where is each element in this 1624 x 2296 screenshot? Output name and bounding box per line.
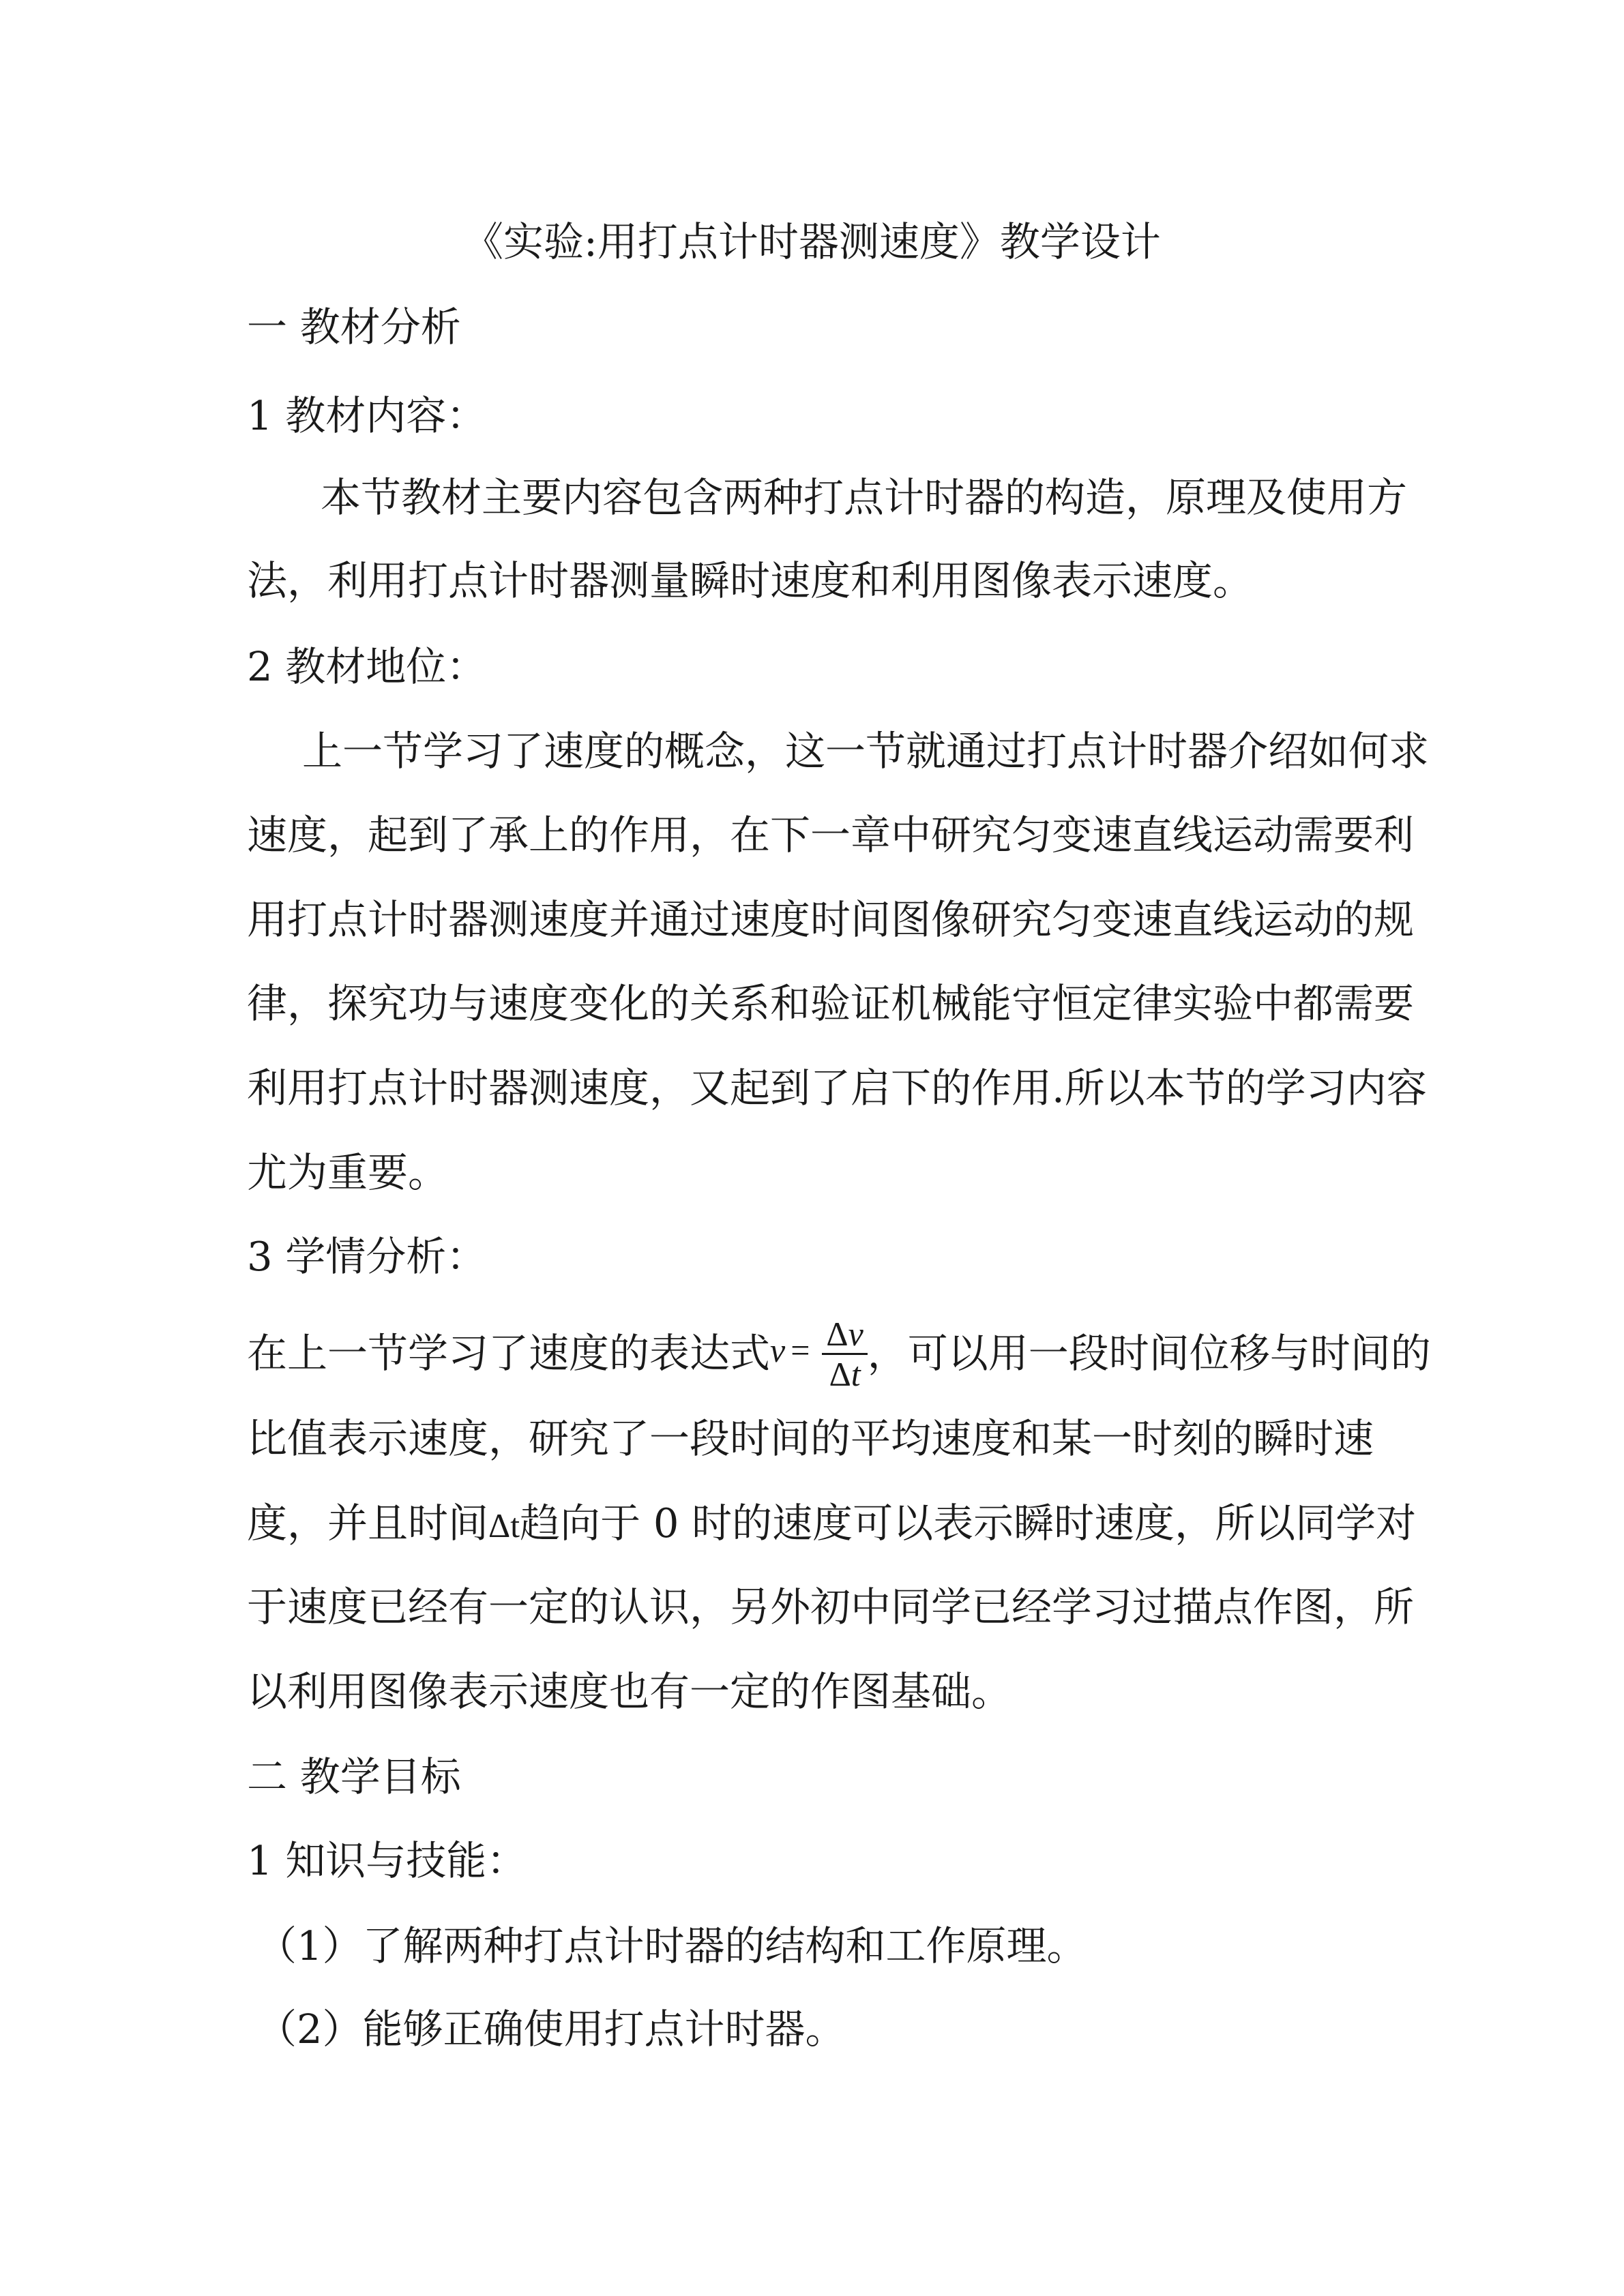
document-title: 《实验:用打点计时器测速度》教学设计 xyxy=(463,218,1161,265)
paragraph-line: 法，利用打点计时器测量瞬时速度和利用图像表示速度。 xyxy=(247,557,1254,604)
velocity-formula xyxy=(770,1315,868,1393)
paragraph-line: 律，探究功与速度变化的关系和验证机械能守恒定律实验中都需要 xyxy=(247,980,1415,1027)
denominator-variable: t xyxy=(851,1355,861,1393)
paragraph-line: 尤为重要。 xyxy=(247,1149,449,1196)
text-segment: 度，并且时间 xyxy=(247,1500,489,1547)
paragraph-line: 本节教材主要内容包含两种打点计时器的构造，原理及使用方 xyxy=(321,474,1408,521)
subheading-learner-analysis: 3 学情分析： xyxy=(247,1233,487,1280)
paragraph-line: 于速度已经有一定的认识，另外初中同学已经学习过描点作图，所 xyxy=(247,1583,1415,1630)
text-segment: 趋向于 0 时的速度可以表示瞬时速度，所以同学对 xyxy=(520,1500,1417,1547)
numerator-variable: v xyxy=(848,1315,863,1353)
paragraph-line: 比值表示速度，研究了一段时间的平均速度和某一时刻的瞬时速 xyxy=(247,1415,1374,1462)
paragraph-line: 以利用图像表示速度也有一定的作图基础。 xyxy=(247,1668,1012,1715)
paragraph-line: 速度，起到了承上的作用，在下一章中研究匀变速直线运动需要利 xyxy=(247,811,1415,859)
subheading-knowledge-skills: 1 知识与技能： xyxy=(247,1837,527,1884)
delta-t-symbol: Δt xyxy=(488,1506,520,1545)
text-segment: 在上一节学习了速度的表达式 xyxy=(247,1330,771,1377)
formula-lhs: v xyxy=(770,1330,786,1369)
paragraph-line: 上一节学习了速度的概念，这一节就通过打点计时器介绍如何求 xyxy=(302,728,1430,775)
paragraph-line-with-formula xyxy=(247,1317,1431,1396)
paragraph-line-with-delta-t xyxy=(247,1496,1416,1553)
delta-symbol: Δ xyxy=(829,1355,851,1393)
paragraph-line: 利用打点计时器测速度，又起到了启下的作用.所以本节的学习内容 xyxy=(247,1064,1427,1112)
subheading-textbook-content: 1 教材内容： xyxy=(247,392,487,439)
paragraph-line: 用打点计时器测速度并通过速度时间图像研究匀变速直线运动的规 xyxy=(247,896,1415,943)
goal-item: （1）了解两种打点计时器的结构和工作原理。 xyxy=(256,1922,1087,1969)
delta-symbol: Δ xyxy=(826,1315,848,1353)
formula-fraction xyxy=(822,1315,867,1393)
section-heading-1: 一 教材分析 xyxy=(247,303,461,351)
formula-numerator xyxy=(822,1315,867,1355)
text-segment: ，可以用一段时间位移与时间的 xyxy=(867,1330,1431,1377)
subheading-textbook-position: 2 教材地位： xyxy=(247,643,487,690)
formula-denominator xyxy=(822,1355,867,1393)
goal-item: （2）能够正确使用打点计时器。 xyxy=(256,2006,846,2053)
formula-equals: = xyxy=(791,1330,810,1369)
section-heading-2: 二 教学目标 xyxy=(247,1753,461,1800)
